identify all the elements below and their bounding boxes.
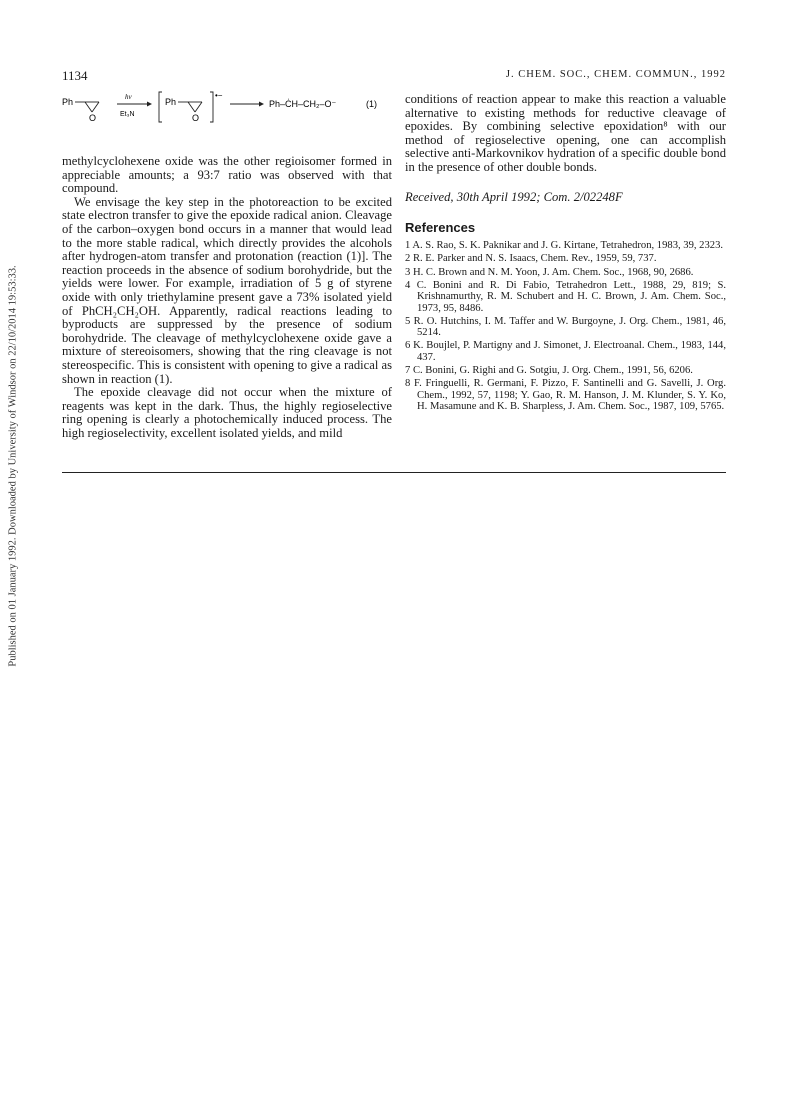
page-number: 1134 <box>62 68 88 83</box>
references-heading: References <box>405 220 476 236</box>
left-paragraph-1: methylcyclohexene oxide was the other regioisomer formed in appreciable amounts; a 93:7 ratio was observed with that compound. <box>62 154 392 196</box>
reaction-scheme <box>62 90 392 130</box>
radical-product: Ph–ĊH–CH₂–O⁻ <box>269 99 337 109</box>
reference-item: 4 C. Bonini and R. Di Fabio, Tetrahedron Lett., 1988, 29, 819; S. Krishnamurthy, R. M. Schubert and H. C. Brown, J. Am. Chem. Soc., 1973, 95, 8486. <box>405 279 726 314</box>
download-watermark-text: Published on 01 January 1992. Downloaded by University of Windsor on 22/10/2014 19:53:33. <box>7 265 19 667</box>
reference-item: 1 A. S. Rao, S. K. Paknikar and J. G. Kirtane, Tetrahedron, 1983, 39, 2323. <box>405 240 724 252</box>
svg-text:O: O <box>89 113 97 123</box>
left-paragraph-3: The epoxide cleavage did not occur when the mixture of reagents was kept in the dark. Thus, the highly regioselective ring opening is clearly a photochemically induced process. The high regioselectivity, excellent isolated yields, and mild <box>62 385 392 440</box>
left-column <box>62 155 392 440</box>
intermediate-ph-label: Ph <box>165 97 177 107</box>
radical-anion-intermediate <box>159 91 223 123</box>
reaction-number-label: (1) <box>366 99 377 109</box>
reference-item: 8 F. Fringuelli, R. Germani, F. Pizzo, F. Santinelli and G. Savelli, J. Org. Chem., 1992, 57, 1198; Y. Gao, R. M. Hanson, J. M. Klunder, S. Y. Ko, H. Masamune and K. B. Sharpless, J. Am. Chem. Soc., 1987, 109, 5765. <box>405 378 726 413</box>
photolysis-arrow <box>117 93 152 118</box>
arrow-condition-top: hν <box>125 93 132 101</box>
reference-item: 7 C. Bonini, G. Righi and G. Sotgiu, J. Org. Chem., 1991, 56, 6206. <box>405 365 693 376</box>
download-watermark <box>6 246 20 686</box>
epoxide-reactant <box>62 97 99 123</box>
reference-list <box>405 240 726 412</box>
received-line: Received, 30th April 1992; Com. 2/02248F <box>405 189 623 204</box>
reference-item: 3 H. C. Brown and N. M. Yoon, J. Am. Chem. Soc., 1968, 90, 2686. <box>405 266 694 278</box>
right-column <box>405 93 726 414</box>
cleavage-arrow <box>230 102 264 107</box>
radical-anion-charge: •− <box>215 91 223 100</box>
reactant-ph-label: Ph <box>62 97 74 107</box>
arrow-condition-bottom: Et₃N <box>120 111 135 118</box>
reference-item: 6 K. Boujlel, P. Martigny and J. Simonet, J. Electroanal. Chem., 1983, 144, 437. <box>405 340 726 363</box>
section-divider <box>62 472 726 473</box>
reference-item: 2 R. E. Parker and N. S. Isaacs, Chem. Rev., 1959, 59, 737. <box>405 253 657 265</box>
journal-running-head: J. CHEM. SOC., CHEM. COMMUN., 1992 <box>505 69 726 80</box>
svg-text:O: O <box>192 113 200 123</box>
left-paragraph-2: We envisage the key step in the photoreaction to be excited state electron transfer to give the epoxide radical anion. Cleavage of the carbon–oxygen bond occurs in a manner that would lead to the more stable radical, which directly provides the alcohols after hydrogen-atom transfer and protonation (reaction (1)]. The reaction proceeds in the absence of sodium borohydride, but the yields were lower. For example, irradiation of 5 g of styrene oxide with only triethylamine present gave a 73% isolated yield of PhCH₂CH₂OH. Apparently, radical reactions leading to byproducts are suppressed by the presence of sodium borohydride. The cleavage of methylcyclohexene oxide gave a mixture of stereoisomers, showing that the ring cleavage is not stereospecific. This is consistent with opening to give a radical as shown in reaction (1). <box>62 194 392 386</box>
reference-item: 5 R. O. Hutchins, I. M. Taffer and W. Burgoyne, J. Org. Chem., 1981, 46, 5214. <box>405 315 726 339</box>
right-paragraph-1: conditions of reaction appear to make this reaction a valuable alternative to existing methods for reductive cleavage of epoxides. By combining selective epoxidation⁸ with our method of regioselective opening, one can accomplish selective anti-Markovnikov hydration of a specific double bond in the presence of other double bonds. <box>405 92 726 174</box>
